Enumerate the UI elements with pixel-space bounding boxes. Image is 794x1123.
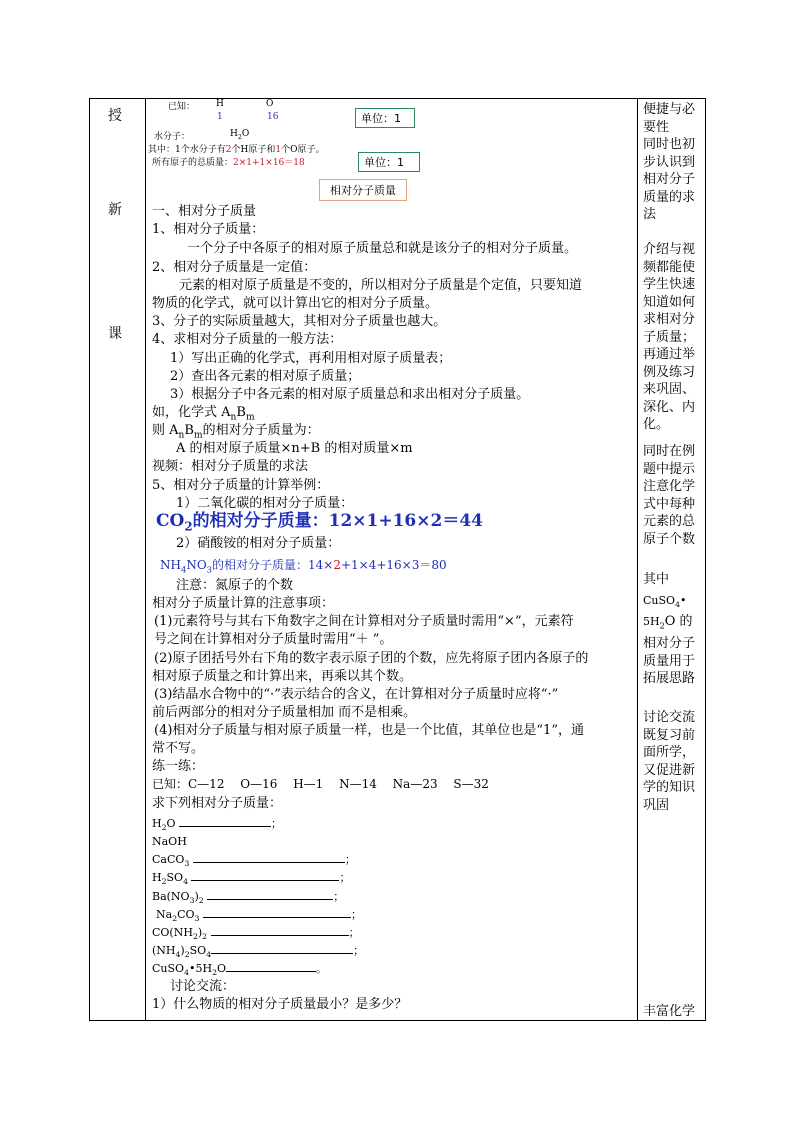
h-mass: 1 — [217, 112, 223, 122]
column-divider-right — [637, 99, 638, 1020]
note-4a: (4)相对分子质量与相对原子质量一样，也是一个比值，其单位也是“1”，通 — [154, 723, 584, 738]
answer-blank[interactable] — [211, 924, 349, 936]
note-4b: 常不写。 — [152, 741, 205, 756]
text-l3: 一个分子中各原子的相对原子质量总和就是该分子的相对分子质量。 — [187, 241, 578, 256]
h-symbol: H — [216, 99, 224, 109]
discussion-heading: 讨论交流： — [170, 979, 236, 994]
text-l10: 2）查出各元素的相对原子质量； — [170, 369, 361, 384]
lesson-table — [89, 98, 706, 1021]
text-l7: 3、分子的实际质量越大，其相对分子质量也越大。 — [152, 314, 447, 329]
text-l11: 3）根据分子中各元素的相对原子质量总和求出相对分子质量。 — [170, 387, 530, 402]
answer-blank[interactable] — [179, 815, 271, 827]
section-char-2: 新 — [108, 202, 122, 218]
text-l17: 1）二氧化碳的相对分子质量： — [176, 496, 354, 511]
text-l4: 2、相对分子质量是一定值： — [152, 260, 317, 275]
o-mass: 16 — [267, 112, 279, 122]
known-label: 已知： — [168, 102, 196, 112]
note-necessity: 便捷与必要性 — [643, 102, 696, 135]
co2-example: $CO_2$的相对分子质量：12×1+16×2＝44 — [156, 511, 483, 534]
exercise-naoh: NaOH — [152, 835, 187, 848]
practice-heading: 练一练： — [152, 759, 205, 774]
known-masses: 已知：C—12 O—16 H—1 N—14 Na—23 S—32 — [152, 777, 489, 791]
exercise-na2co3: $Na_2CO_3$ ； — [156, 908, 362, 924]
text-l19: 2）硝酸铵的相对分子质量： — [176, 536, 341, 551]
note-among: 其中 — [643, 572, 670, 587]
relative-mass-box: 相对分子质量 — [319, 179, 407, 201]
heading-1: 一、相对分子质量 — [152, 204, 257, 219]
answer-blank[interactable] — [193, 851, 345, 863]
note-1b: 号之间在计算相对分子质量时需用“＋ ”。 — [154, 632, 393, 647]
text-l13: 则 $A_nB_m$的相对分子质量为： — [152, 423, 320, 441]
o-symbol: O — [266, 99, 274, 109]
note-practice: 再通过举例及练习来巩固、深化、内化。 — [643, 347, 696, 432]
question-1: 1）什么物质的相对分子质量最小？是多少？ — [152, 997, 408, 1012]
nh4no3-example: $NH_4NO_3$的相对分子质量：14×2+1×4+16×3＝80 — [160, 558, 447, 575]
note-discussion: 讨论交流既复习前面所学，又促进新学的知识巩固 — [643, 710, 696, 813]
exercise-urea: $CO(NH_2)_2$ ； — [152, 926, 360, 942]
exercise-cuso4: $CuSO_4•5H_2O$ 。 — [152, 962, 327, 978]
water-label: 水分子： — [154, 132, 191, 142]
note-enrich: 丰富化学 — [643, 1004, 696, 1019]
text-l16: 5、相对分子质量的计算举例： — [152, 478, 330, 493]
text-l6: 物质的化学式，就可以计算出它的相对分子质量。 — [152, 296, 439, 311]
exercise-nh4so4: $(NH_4)_2SO_4$ ； — [152, 944, 365, 960]
unit-box-1: 单位：1 — [355, 108, 415, 128]
text-l9: 1）写出正确的化学式，再利用相对原子质量表； — [170, 351, 452, 366]
text-l8: 4、求相对分子质量的一般方法： — [152, 332, 343, 347]
answer-blank[interactable] — [203, 906, 351, 918]
answer-blank[interactable] — [191, 869, 339, 881]
note-2b: 相对原子质量之和计算出来，再乘以其个数。 — [152, 669, 413, 684]
note-2a: (2)原子团括号外右下角的数字表示原子团的个数，应先将原子团内各原子的 — [154, 651, 589, 666]
ask-line: 求下列相对分子质量： — [152, 796, 283, 811]
note-example: 同时在例题中提示注意化学式中每种元素的总原子个数 — [643, 444, 696, 547]
column-divider-left — [145, 99, 146, 1020]
note-cuso4-use: $5H_2O$ 的相对分子质量用于拓展思路 — [643, 614, 696, 687]
total-mass-line: 所有原子的总质量：2×1+1×16＝18 — [152, 158, 305, 168]
answer-blank[interactable] — [226, 960, 316, 972]
text-l14: A 的相对原子质量×n+B 的相对质量×m — [176, 441, 413, 456]
text-l21: 注意：氮原子的个数 — [176, 578, 294, 593]
note-3b: 前后两部分的相对分子质量相加 而不是相乘。 — [152, 705, 417, 720]
text-l15: 视频：相对分子质量的求法 — [152, 459, 309, 474]
water-formula: $H_2O$ — [230, 129, 250, 141]
atom-count-line: 其中：1个水分子有2个H原子和1个O原子。 — [148, 145, 325, 155]
exercise-caco3: CaCO$_3$ ； — [152, 853, 356, 869]
note-cuso4-formula: CuSO$_4$• — [643, 594, 687, 610]
exercise-h2so4: $H_2SO_4$ ； — [152, 871, 351, 887]
note-preliminary: 同时也初步认识到相对分子质量的求法 — [643, 137, 696, 222]
section-char-3: 课 — [108, 326, 122, 342]
note-3a: (3)结晶水合物中的“·”表示结合的含义，在计算相对分子质量时应将“·” — [154, 687, 559, 702]
answer-blank[interactable] — [207, 888, 333, 900]
text-l5: 元素的相对原子质量是不变的，所以相对分子质量是个定值，只要知道 — [179, 278, 583, 293]
note-1a: (1)元素符号与其右下角数字之间在计算相对分子质量时需用“×”，元素符 — [154, 614, 574, 629]
text-l12: 如，化学式 $A_nB_m$ — [152, 405, 255, 423]
text-l22: 相对分子质量计算的注意事项： — [152, 596, 335, 611]
text-l2: 1、相对分子质量： — [152, 222, 265, 237]
note-video: 介绍与视频都能使学生快速知道如何求相对分子质量； — [643, 242, 696, 345]
unit-box-2: 单位：1 — [358, 152, 420, 172]
exercise-bano3: $Ba(NO_3)_2$ ； — [152, 890, 345, 906]
answer-blank[interactable] — [211, 942, 353, 954]
section-char-1: 授 — [108, 108, 122, 124]
exercise-h2o: $H_2O$ ； — [152, 817, 283, 833]
